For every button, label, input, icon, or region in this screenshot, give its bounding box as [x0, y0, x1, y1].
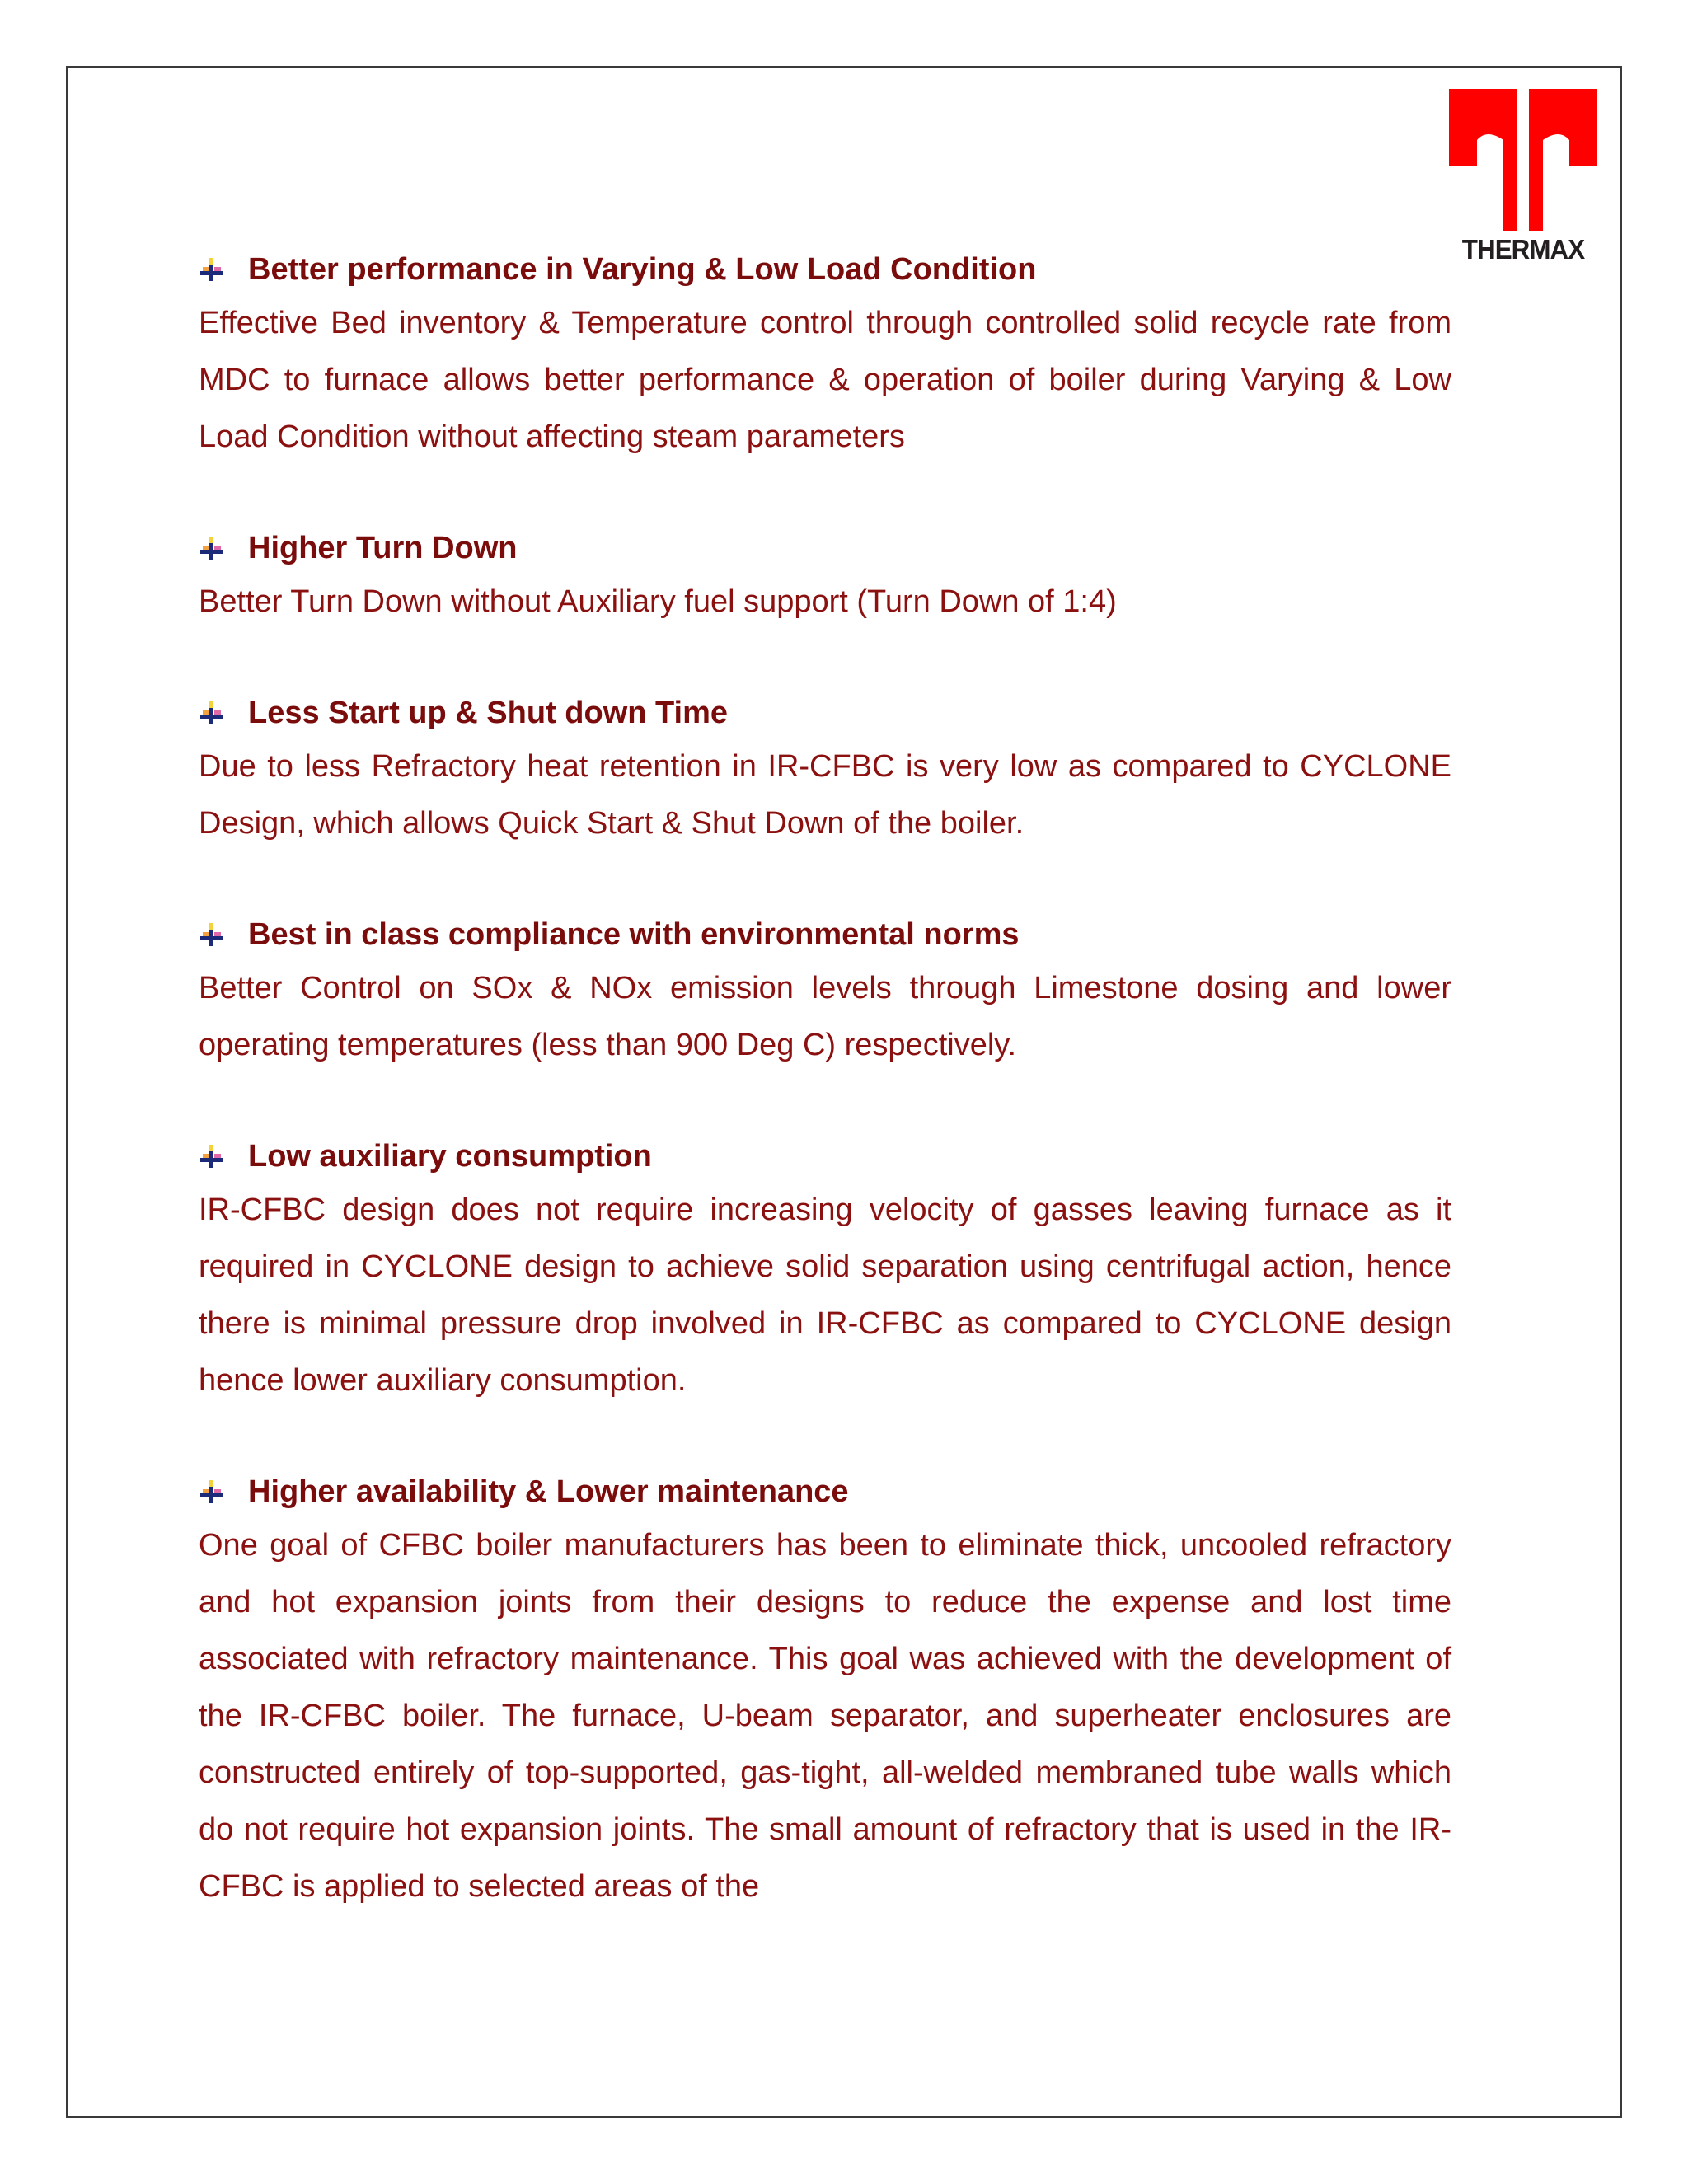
section-heading — [199, 523, 1451, 574]
document-body — [199, 244, 1451, 1972]
plus-bullet-icon — [199, 1479, 225, 1505]
section-paragraph: One goal of CFBC boiler manufacturers has been to eliminate thick, uncooled refractory and hot expansion joints from their designs to reduce the expense and lost time associated with refractory maintenance. This goal was achieved with the development of the IR-CFBC boiler. The furnace, U-beam separator, and superheater enclosures are constructed entirely of top-supported, gas-tight, all-welded membraned tube walls which do not require hot expansion joints. The small amount of refractory that is used in the IR-CFBC is applied to selected areas of the — [199, 1528, 1451, 1904]
section-auxiliary-consumption — [199, 1131, 1451, 1409]
section-heading — [199, 1131, 1451, 1182]
logo-wordmark: THERMAX — [1461, 234, 1585, 265]
thermax-logo-mark — [1449, 89, 1597, 231]
plus-bullet-icon — [199, 921, 225, 948]
section-start-up — [199, 687, 1451, 852]
section-heading-text: Less Start up & Shut down Time — [248, 695, 729, 730]
section-heading-text: Low auxiliary consumption — [248, 1138, 652, 1174]
section-paragraph: Better Turn Down without Auxiliary fuel support (Turn Down of 1:4) — [199, 584, 1117, 619]
section-paragraph: IR-CFBC design does not require increasing velocity of gasses leaving furnace as it required in CYCLONE design to achieve solid separation using centrifugal action, hence there is minimal pressure drop involved in IR-CFBC as compared to CYCLONE design hence lower auxiliary consumption. — [199, 1193, 1451, 1398]
section-heading-text: Better performance in Varying & Low Load Condition — [248, 251, 1037, 287]
section-heading-text: Higher availability & Lower maintenance — [248, 1474, 849, 1509]
section-turn-down — [199, 523, 1451, 630]
section-heading — [199, 909, 1451, 960]
plus-bullet-icon — [199, 256, 225, 283]
plus-bullet-icon — [199, 1143, 225, 1169]
section-heading — [199, 1466, 1451, 1517]
section-heading — [199, 687, 1451, 738]
section-heading-text: Higher Turn Down — [248, 530, 518, 565]
section-availability-maintenance — [199, 1466, 1451, 1915]
plus-bullet-icon — [199, 700, 225, 726]
plus-bullet-icon — [199, 535, 225, 561]
section-low-load — [199, 244, 1451, 466]
section-heading — [199, 244, 1451, 295]
section-paragraph: Better Control on SOx & NOx emission levels through Limestone dosing and lower operating temperatures (less than 900 Deg C) respectively. — [199, 971, 1451, 1062]
section-paragraph: Effective Bed inventory & Temperature control through controlled solid recycle rate from MDC to furnace allows better performance & operation of boiler during Varying & Low Load Condition without affecting steam parameters — [199, 306, 1451, 454]
section-environmental-norms — [199, 909, 1451, 1074]
section-paragraph: Due to less Refractory heat retention in IR-CFBC is very low as compared to CYCLONE Design, which allows Quick Start & Shut Down of the boiler. — [199, 749, 1451, 841]
section-heading-text: Best in class compliance with environmental norms — [248, 916, 1020, 952]
thermax-logo — [1449, 89, 1597, 265]
